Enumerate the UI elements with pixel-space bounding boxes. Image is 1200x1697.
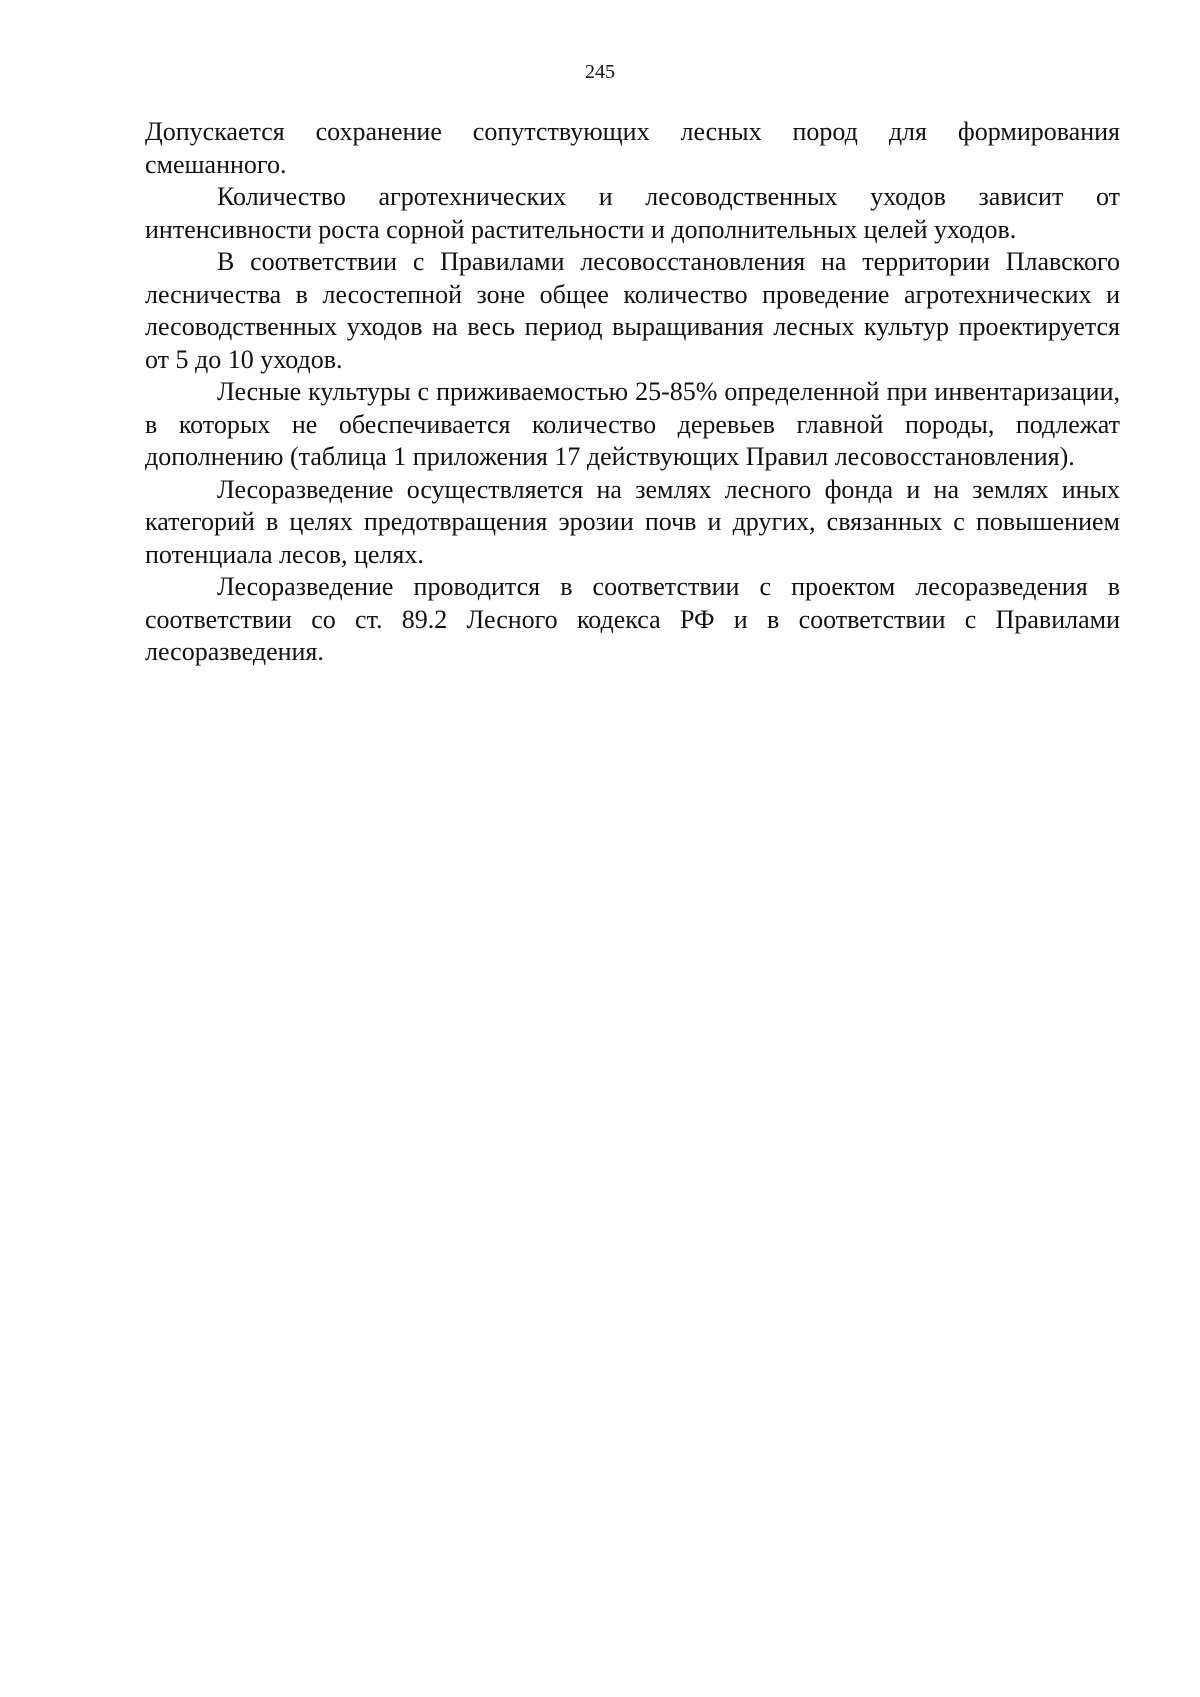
document-body <box>145 116 1120 669</box>
paragraph-6: Лесоразведение проводится в соответствии с проектом лесоразведения в соответствии со ст. 89.2 Лесного кодекса РФ и в соответствии с Правилами лесоразведения. <box>145 572 1120 666</box>
paragraph-1: Допускается сохранение сопутствующих лесных пород для формирования смешанного. <box>145 117 1120 179</box>
page-number: 245 <box>585 61 615 83</box>
paragraph-2: Количество агротехнических и лесоводственных уходов зависит от интенсивности роста сорной растительности и дополнительных целей уходов. <box>145 182 1120 244</box>
paragraph-5: Лесоразведение осуществляется на землях лесного фонда и на землях иных категорий в целях предотвращения эрозии почв и других, связанных с повышением потенциала лесов, целях. <box>145 474 1120 569</box>
paragraph-4: Лесные культуры с приживаемостью 25-85% определенной при инвентаризации, в которых не обеспечивается количество деревьев главной породы, подлежат дополнению (таблица 1 приложения 17 действующих Правил лесовосстановления). <box>145 377 1120 471</box>
paragraph-3: В соответствии с Правилами лесовосстановления на территории Плавского лесничества в лесостепной зоне общее количество проведение агротехнических и лесоводственных уходов на весь период выращивания лесных культур проектируется от 5 до 10 уходов. <box>145 247 1120 374</box>
